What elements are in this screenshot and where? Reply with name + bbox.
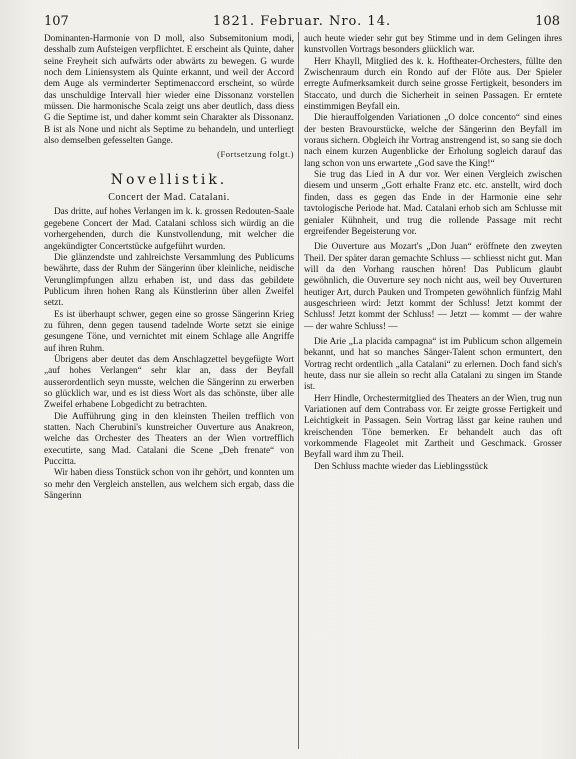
paragraph: Es ist überhaupt schwer, gegen eine so grosse Sängerinn Krieg zu führen, denn gegen tausend tadelnde Worte setzt sie einige gesungene Töne, und vernichtet mit einem Schlage alle Angriffe auf ihren Ruhm. — [44, 309, 294, 354]
paragraph: Die Ouverture aus Mozart's „Don Juan“ eröffnete den zweyten Theil. Der später daran gemachte Schluss — schliesst nicht gut. Man will da den Vorhang rauschen hören! Das Publicum glaubt gewöhnlich, die Ouverture sey noch nicht aus, weil bey Ouverturen heutiger Art, durch Pauken und Trompeten gewöhnlich fünfzig Mahl ausgeschrieen wird: Jetzt kommt der Schluss! Jetzt kommt der Schluss! Jetzt kommt der Schluss! — Jetzt — kommt — der wahre — der wahre Schluss! — — [304, 242, 562, 332]
paragraph: Herr Khayll, Mitglied des k. k. Hoftheater-Orchesters, füllte den Zwischenraum durch ein Rondo auf der Flöte aus. Der Spieler erregte Aufmerksamkeit durch seine grosse Fertigkeit, besonders im Staccato, und durch die Sicherheit in seinen Passagen. Er erntete einstimmigen Beyfall ein. — [304, 56, 562, 113]
page-number-left: 107 — [44, 14, 69, 29]
column-divider — [298, 32, 299, 749]
page-number-right: 108 — [535, 14, 560, 29]
paragraph: Das dritte, auf hohes Verlangen im k. k. grossen Redouten-Saale gegebene Concert der Mad. Catalani schloss sich würdig an die vorhergehenden, durch die Kunstvollendung, mit welcher die angekündigter Concertstücke aufgeführt wurden. — [44, 207, 294, 252]
section-title: Novellistik. — [110, 171, 228, 188]
paragraph: Übrigens aber deutet das dem Anschlagzettel beygefügte Wort „auf hohes Verlangen“ sehr klar an, dass der Beyfall ausserordentlich seyn musste, welchen die Sängerinn zu erwerben so glücklich war, und es ist diess Wort als das schönste, über alle Zweifel erhabene Lobgedicht zu betrachten. — [44, 354, 294, 411]
paragraph: Die glänzendste und zahlreichste Versammlung des Publicums bewährte, dass der Ruhm der Sängerinn über kleinliche, neidische Verunglimpfungen allzu erhaben ist, und dass das gebildete Publicum ihren hohen Rang als Künstlerinn über allen Zweifel setzt. — [44, 252, 294, 309]
left-column — [44, 34, 294, 751]
paragraph: Dominanten-Harmonie von D moll, also Subsemitonium modi, desshalb zum Aufsteigen verpflichtet. E erscheint als Quinte, daher seine Freyheit sich aufwärts oder abwärts zu bewegen. G wurde noch dem Liniensystem als Quinte erkannt, und weil der Accord dem Auge als verminderter Septimenaccord erscheint, so würde das unschuldige Intervall hier wieder eine Dissonanz vorstellen müssen. Die harmonische Scala zeigt uns aber deutlich, dass diess G die Septime ist, und daher kommt sein Charakter als Dissonanz. B ist als None und nicht als Septime zu behandeln, und unterliegt also demselben gefesselten Gange. — [44, 34, 294, 147]
paragraph: Wir haben diess Tonstück schon von ihr gehört, und konnten um so mehr den Vergleich anstellen, aus welchem sich ergab, dass die Sängerinn — [44, 468, 294, 502]
page-header — [44, 6, 560, 32]
running-title: 1821. Februar. Nro. 14. — [212, 14, 392, 29]
continued-note: (Fortsetzung folgt.) — [217, 149, 294, 160]
right-column — [304, 34, 562, 751]
paragraph: auch heute wieder sehr gut bey Stimme und in dem Gelingen ihres kunstvollen Vortrags besonders glücklich war. — [304, 34, 562, 56]
paragraph: Den Schluss machte wieder das Lieblingsstück — [314, 461, 488, 472]
paragraph: Sie trug das Lied in A dur vor. Wer einen Vergleich zwischen diesem und unserm „Gott erhalte Franz etc. etc. anstellt, wird doch finden, dass es gegen das Ende in der Harmonie eine sehr tavtologische Periode hat. Mad. Catalani erhob sich am Schlusse mit genialer Kühnheit, und trug die rollende Passage mit recht ergreifender Begeisterung vor. — [304, 170, 562, 237]
paragraph: Herr Hindle, Orchestermitglied des Theaters an der Wien, trug nun Variationen auf dem Contrabass vor. Er zeigte grosse Fertigkeit und Leichtigkeit in Passagen. Sein Vortrag lässt gar keine rauhen und kreischenden Töne bemerken. Er behandelt auch das oft vorkommende Flageolet mit Zartheit und Geschmack. Grosser Beyfall ward ihm zu Theil. — [304, 393, 562, 461]
paragraph: Die Arie „La placida campagna“ ist im Publicum schon allgemein bekannt, und hat so manches Sänger-Talent schon ermuntert, den Vortrag recht ordentlich „alla Catalani“ zu erlernen. Doch fand sich's heute, dass nur sie allein so recht alla Catalani zu singen im Stande ist. — [304, 336, 562, 393]
paragraph: Die Aufführung ging in den kleinsten Theilen trefflich von statten. Nach Cherubini's kunstreicher Ouverture aus Anakreon, welche das Orchester des Theaters an der Wien vortrefflich executirte, sang Mad. Catalani die Scene „Deh frenate“ von Puccitta. — [44, 411, 294, 468]
article-title: Concert der Mad. Catalani. — [108, 192, 230, 204]
paragraph: Die hierauffolgenden Variationen „O dolce concento“ sind eines der besten Bravourstücke, welche der Sängerinn den Beyfall im voraus sichern. Obgleich ihr Vortrag anstrengend ist, so sang sie doch nach einem kurzen Augenblicke der Erholung sogleich darauf das lang schon von uns erwartete „God save the King!“ — [304, 113, 562, 169]
